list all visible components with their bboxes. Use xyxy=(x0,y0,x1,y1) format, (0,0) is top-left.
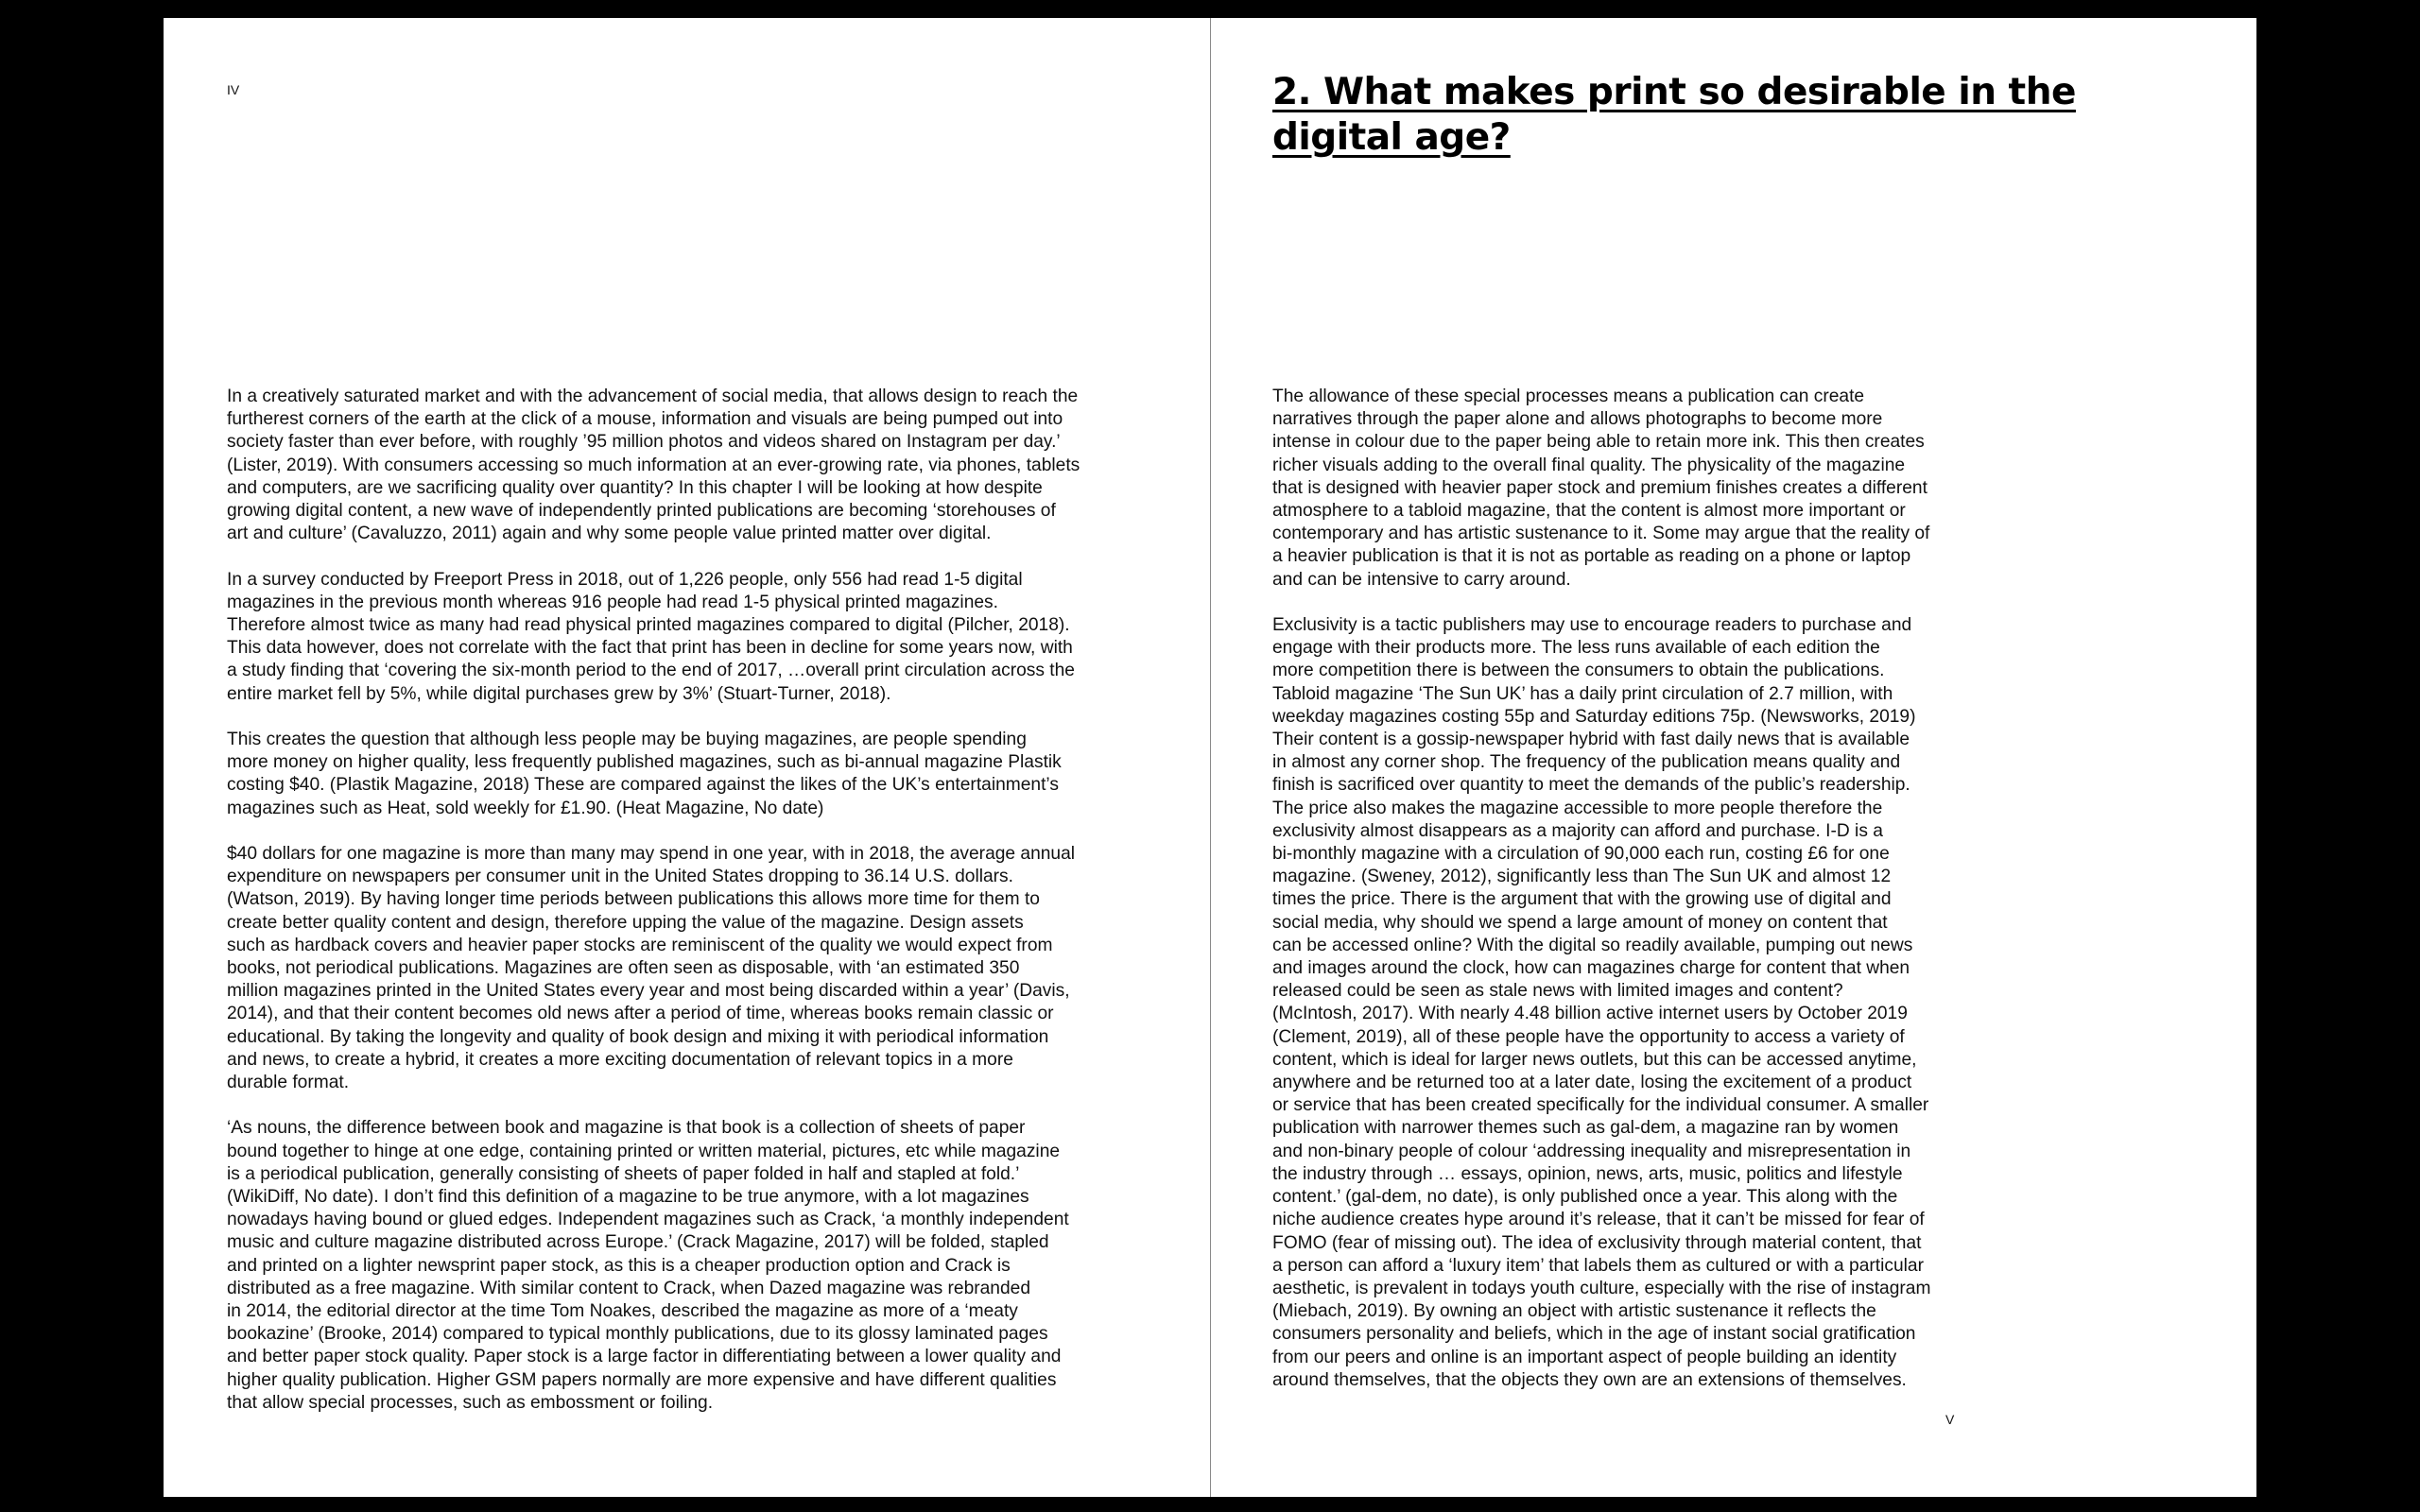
page-number-right: V xyxy=(1945,1412,1955,1427)
paragraph: This creates the question that although less people may be buying magazines, are people spending more money on higher quality, less frequently published magazines, such as bi-annual magazine Plastik costing $40. (Plastik Magazine, 2018) These are compared against the likes of the UK’s entertainment’s magazines such as Heat, sold weekly for £1.90. (Heat Magazine, No date) xyxy=(227,730,1062,818)
left-page-body xyxy=(227,386,1163,1415)
paragraph: The allowance of these special processes means a publication can create narratives through the paper alone and allows photographs to become more intense in colour due to the paper being able to retain more ink. This then creates richer visuals adding to the overall final quality. The physicality of the magazine that is designed with heavier paper stock and premium finishes creates a different atmosphere to a tabloid magazine, that the content is almost more important or contemporary and has artistic sustenance to it. Some may argue that the reality of a heavier publication is that it is not as portable as reading on a phone or laptop and can be intensive to carry around. xyxy=(1272,387,1930,590)
paragraph: ‘As nouns, the difference between book and magazine is that book is a collection of sheets of paper bound together to hinge at one edge, containing printed or written material, pictures, etc while magazine is a periodical publication, generally consisting of sheets of paper folded in half and stapled at fold.’ (WikiDiff, No date). I don’t find this definition of a magazine to be true anymore, with a lot magazines nowadays having bound or glued edges. Independent magazines such as Crack, ‘a monthly independent music and culture magazine distributed across Europe.’ (Crack Magazine, 2017) will be folded, stapled and printed on a lighter newsprint paper stock, as this is a cheaper production option and Crack is distributed as a free magazine. With similar content to Crack, when Dazed magazine was rebranded in 2014, the editorial director at the time Tom Noakes, described the magazine as more of a ‘meaty bookazine’ (Brooke, 2014) compared to typical monthly publications, due to its glossy laminated pages and better paper stock quality. Paper stock is a large factor in differentiating between a lower quality and higher quality publication. Higher GSM papers normally are more expensive and have different qualities that allow special processes, such as embossment or foiling. xyxy=(227,1118,1069,1413)
paragraph: In a survey conducted by Freeport Press in 2018, out of 1,226 people, only 556 had read 1-5 digital magazines in the previous month whereas 916 people had read 1-5 physical printed magazines. Therefore almost twice as many had read physical printed magazines compared to digital (Pilcher, 2018). This data however, does not correlate with the fact that print has been in decline for some years now, with a study finding that ‘covering the six-month period to the end of 2017, …overall print circulation across the entire market fell by 5%, while digital purchases grew by 3%’ (Stuart-Turner, 2018). xyxy=(227,569,1075,704)
chapter-title: 2. What makes print so desirable in the digital age? xyxy=(1272,71,2076,159)
paragraph: Exclusivity is a tactic publishers may use to encourage readers to purchase and engage with their products more. The less runs available of each edition the more competition there is between the consumers to obtain the publications. Tabloid magazine ‘The Sun UK’ has a daily print circulation of 2.7 million, with weekday magazines costing 55p and Saturday editions 75p. (Newsworks, 2019) Their content is a gossip-newspaper hybrid with fast daily news that is available in almost any corner shop. The frequency of the publication means quality and finish is sacrificed over quantity to meet the demands of the public’s readership. The price also makes the magazine accessible to more people therefore the exclusivity almost disappears as a majority can afford and purchase. I-D is a bi-monthly magazine with a circulation of 90,000 each run, costing £6 for one magazine. (Sweney, 2012), significantly less than The Sun UK and almost 12 times the price. There is the argument that with the growing use of digital and social media, why should we spend a large amount of money on content that can be accessed online? With the digital so readily available, pumping out news and images around the clock, how can magazines charge for content that when released could be seen as stale news with limited images and content? (McIntosh, 2017). With nearly 4.48 billion active internet users by October 2019 (Clement, 2019), all of these people have the opportunity to access a variety of content, which is ideal for larger news outlets, but this can be accessed anytime, anywhere and be returned too at a later date, losing the excitement of a product or service that has been created specifically for the individual consumer. A smaller publication with narrower themes such as gal-dem, a magazine ran by women and non-binary people of colour ‘addressing inequality and misrepresentation in the industry through … essays, opinion, news, arts, music, politics and lifestyle content.’ (gal-dem, no date), is only published once a year. This along with the niche audience creates hype around it’s release, that it can’t be missed for fear of FOMO (fear of missing out). The idea of exclusivity through material content, that a person can afford a ‘luxury item’ that labels them as cultured or with a particular aesthetic, is prevalent in todays youth culture, especially with the rise of instagram (Miebach, 2019). By owning an object with artistic sustenance it reflects the consumers personality and beliefs, which in the age of instant social gratification from our peers and online is an important aspect of people building an identity around themselves, that the objects they own are an extensions of themselves. xyxy=(1272,615,1931,1390)
paragraph: In a creatively saturated market and with the advancement of social media, that allows design to reach the furtherest corners of the earth at the click of a mouse, information and visuals are being pumped out into society faster than ever before, with roughly ’95 million photos and videos shared on Instagram per day.’ (Lister, 2019). With consumers accessing so much information at an ever-growing rate, via phones, tablets and computers, are we sacrificing quality over quantity? In this chapter I will be looking at how despite growing digital content, a new wave of independently printed publications are becoming ‘storehouses of art and culture’ (Cavaluzzo, 2011) again and why some people value printed matter over digital. xyxy=(227,387,1080,544)
right-page xyxy=(1211,18,2256,1497)
right-page-body xyxy=(1272,386,2029,1392)
left-page xyxy=(164,18,1210,1497)
paragraph: $40 dollars for one magazine is more than many may spend in one year, with in 2018, the average annual expenditure on newspapers per consumer unit in the United States dropping to 36.14 U.S. dollars. (Watson, 2019). By having longer time periods between publications this allows more time for them to create better quality content and design, therefore upping the value of the magazine. Design assets such as hardback covers and heavier paper stocks are reminiscent of the quality we would expect from books, not periodical publications. Magazines are often seen as disposable, with ‘an estimated 350 million magazines printed in the United States every year and most being discarded within a year’ (Davis, 2014), and that their content becomes old news after a period of time, whereas books remain classic or educational. By taking the longevity and quality of book design and mixing it with periodical information and news, to create a hybrid, it creates a more exciting documentation of relevant topics in a more durable format. xyxy=(227,844,1076,1093)
page-number-left: IV xyxy=(227,82,240,97)
